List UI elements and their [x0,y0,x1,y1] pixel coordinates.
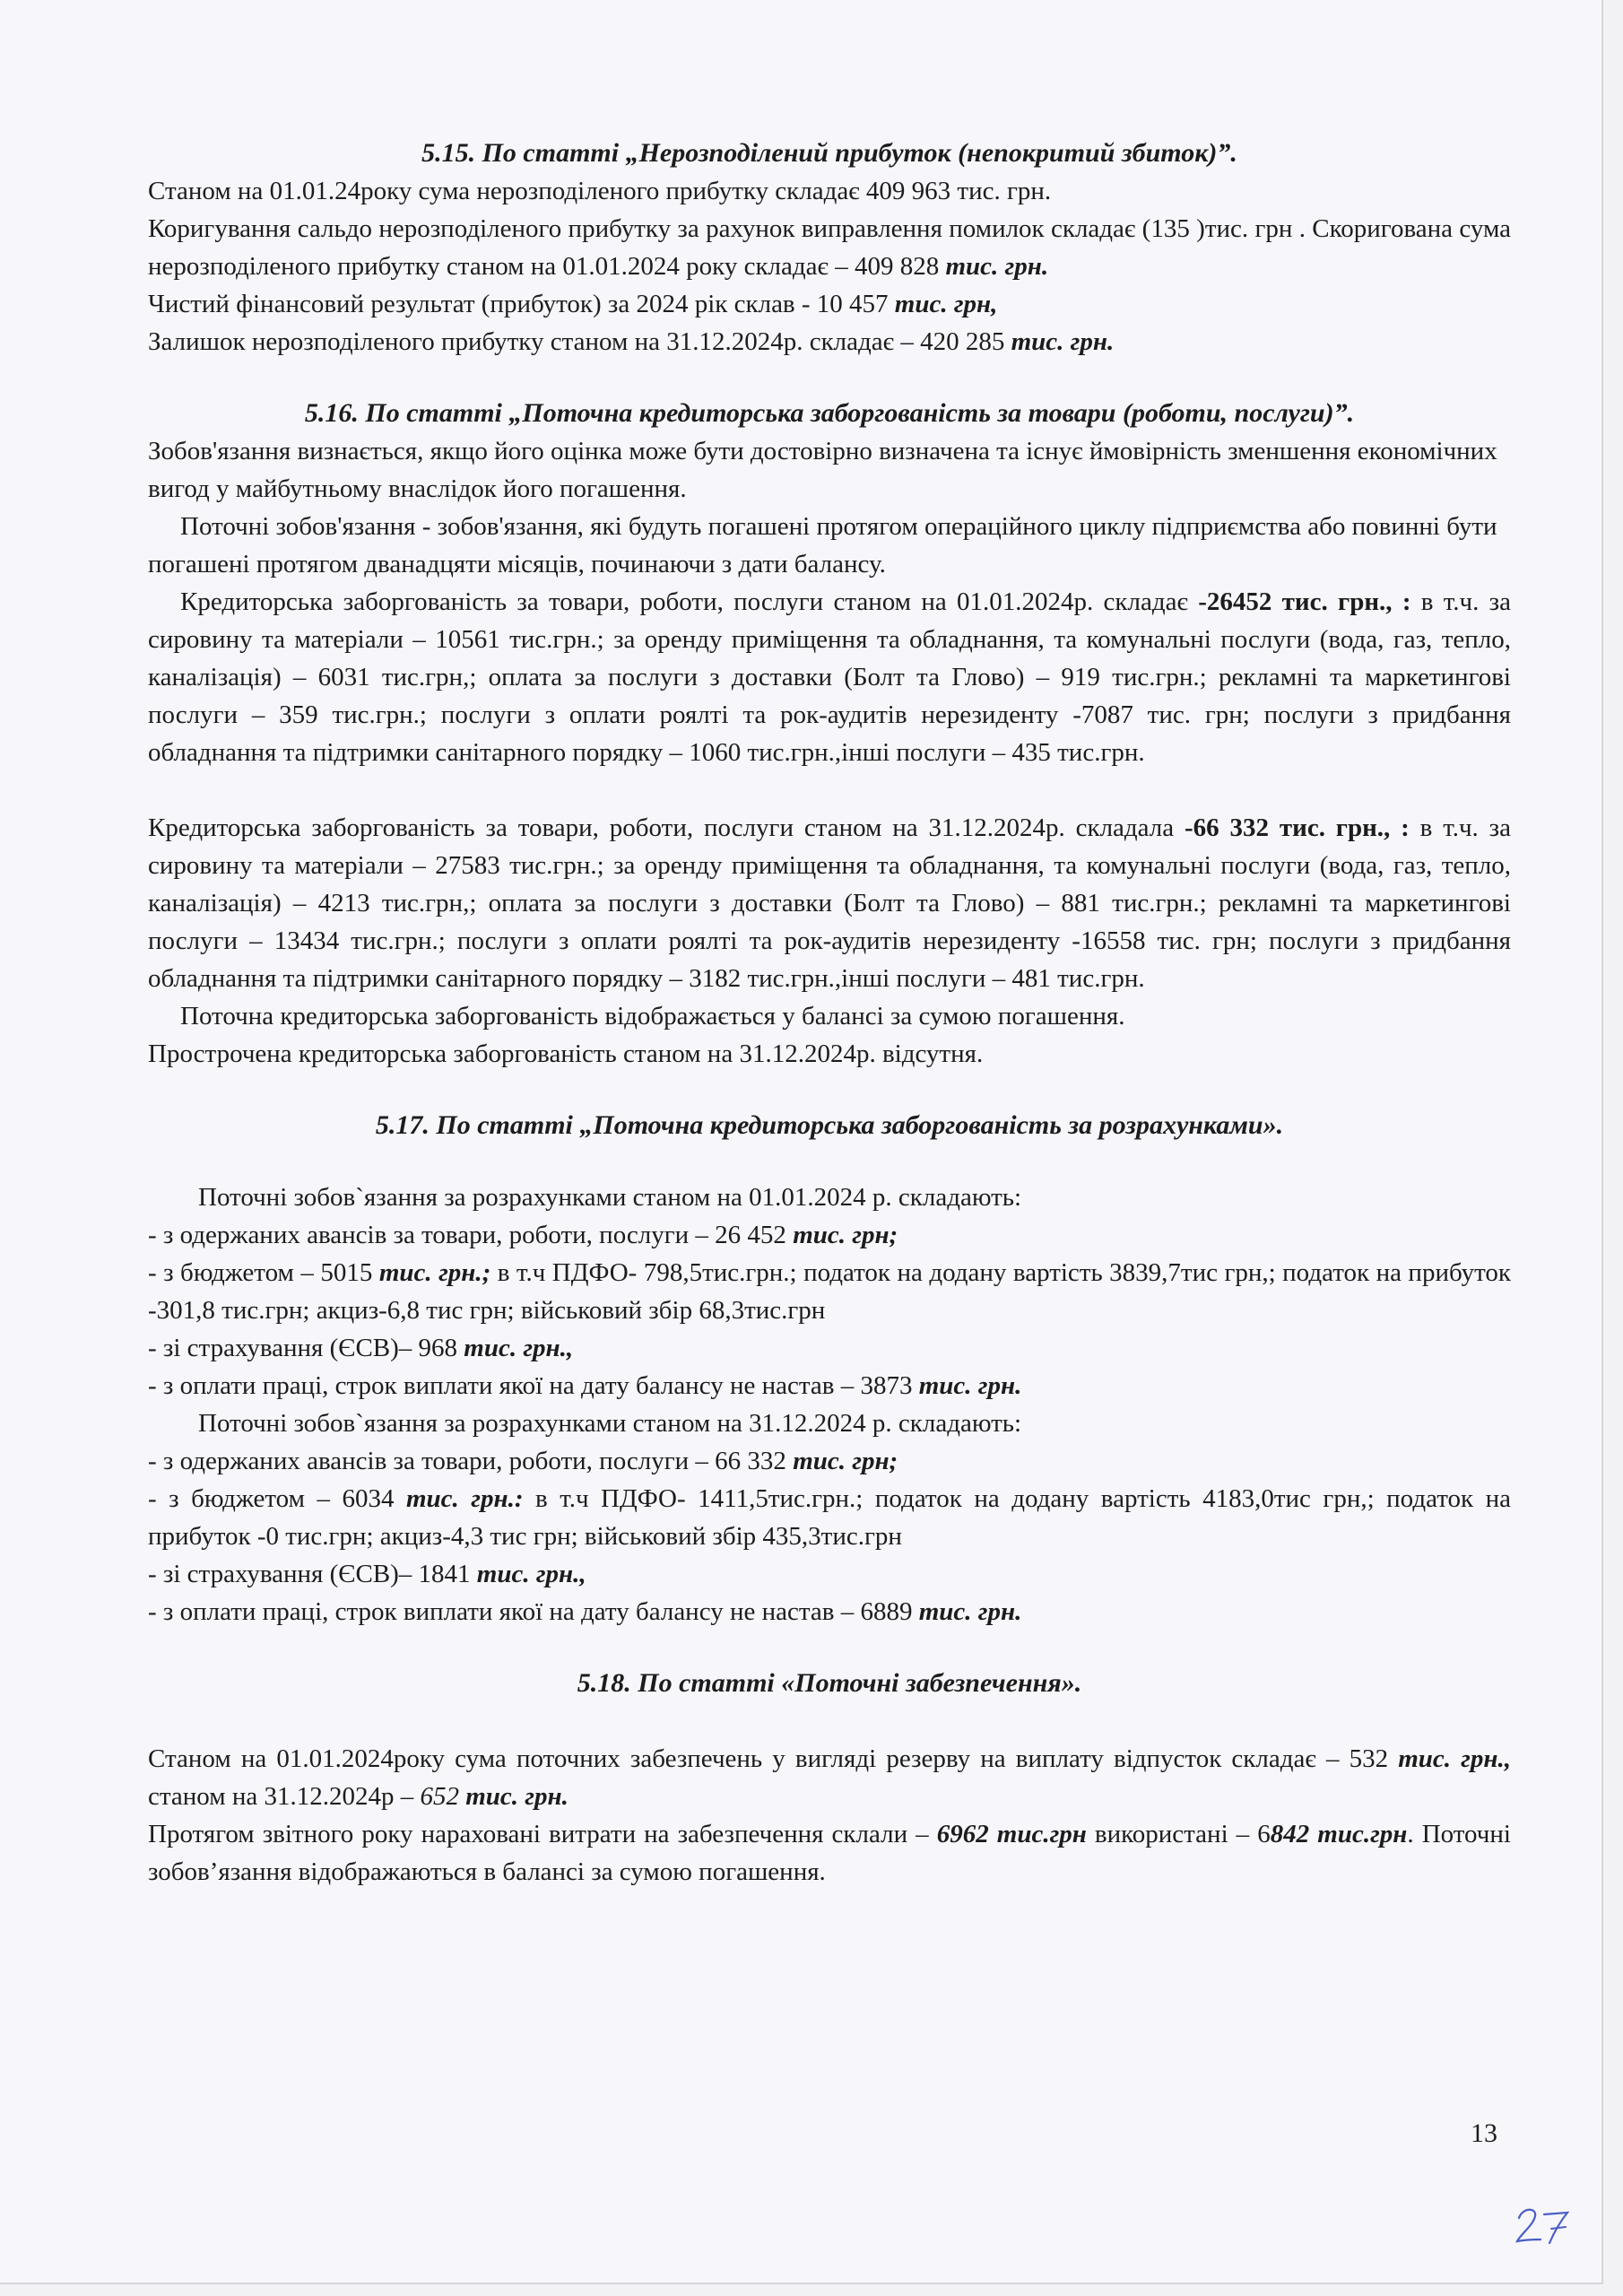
s517-b2: - з бюджетом – 6034 тис. грн.: в т.ч ПДФО- 1411,5тис.грн.; податок на додану вартість 4183,0тис грн,; податок на прибуток -0 тис.грн; акциз-4,3 тис грн; військовий збір 435,3тис.грн [148,1484,1511,1551]
s517-a4: - з оплати праці, строк виплати якої на дату балансу не настав – 3873 тис. грн. [148,1371,1022,1400]
s517-b4: - з оплати праці, строк виплати якої на дату балансу не настав – 6889 тис. грн. [148,1597,1022,1626]
section-5-16-heading: 5.16. По статті „Поточна кредиторська заборгованість за товари (роботи, послуги)”. [304,398,1355,428]
section-5-17-heading: 5.17. По статті „Поточна кредиторська заборгованість за розрахунками». [375,1110,1284,1140]
page-number: 13 [1471,2118,1497,2148]
s516-p1: Зобов'язання визнається, якщо його оцінка може бути достовірно визначена та існує ймовірність зменшення економічних вигод у майбутньому внаслідок його погашення. [148,437,1497,503]
s515-line3: Чистий фінансовий результат (прибуток) за 2024 рік склав - 10 457 тис. грн, [148,290,998,318]
section-5-15-heading: 5.15. По статті „Нерозподілений прибуток (непокритий збиток)”. [421,138,1237,168]
s516-p4: Кредиторська заборгованість за товари, роботи, послуги станом на 31.12.2024р. складала -66 332 тис. грн., : в т.ч. за сировину та матеріали – 27583 тис.грн.; за оренду приміщення та обладнання, та комунальні послуги (вода, газ, тепло, каналізація) – 4213 тис.грн,; оплата за послуги з доставки (Болт та Глово) – 881 тис.грн.; рекламні та маркетингові послуги – 13434 тис.грн.; послуги з оплати роялті та рок-аудитів нерезиденту -16558 тис. грн; послуги з придбання обладнання та підтримки санітарного порядку – 3182 тис.грн.,інші послуги – 481 тис.грн. [148,813,1511,993]
s518-p2: Протягом звітного року нараховані витрати на забезпечення склали – 6962 тис.грн використані – 6842 тис.грн. Поточні зобов’язання відображаються в балансі за сумою погашення. [148,1820,1511,1886]
s517-b3: - зі страхування (ЄСВ)– 1841 тис. грн., [148,1560,586,1588]
handwritten-page-number-icon [1514,2202,1576,2247]
s517-a-intro: Поточні зобов`язання за розрахунками станом на 01.01.2024 р. складають: [198,1183,1022,1212]
s515-line4: Залишок нерозподіленого прибутку станом на 31.12.2024р. складає – 420 285 тис. грн. [148,327,1115,356]
s515-line1: Станом на 01.01.24року сума нерозподіленого прибутку складає 409 963 тис. грн. [148,177,1052,205]
document-body [148,135,1511,1891]
s517-a1: - з одержаних авансів за товари, роботи, послуги – 26 452 тис. грн; [148,1221,898,1249]
s516-p2: Поточні зобов'язання - зобов'язання, які будуть погашені протягом операційного циклу підприємства або повинні бути погашені протягом дванадцяти місяців, починаючи з дати балансу. [148,512,1497,578]
s517-b1: - з одержаних авансів за товари, роботи, послуги – 66 332 тис. грн; [148,1447,898,1475]
s515-line2: Коригування сальдо нерозподіленого прибутку за рахунок виправлення помилок складає (135 )тис. грн . Скоригована сума нерозподіленого прибутку станом на 01.01.2024 року складає – 409 828 тис. грн. [148,214,1511,281]
s518-p1: Станом на 01.01.2024року сума поточних забезпечень у вигляді резерву на виплату відпусток складає – 532 тис. грн., станом на 31.12.2024р – 652 тис. грн. [148,1744,1511,1811]
s516-p6: Прострочена кредиторська заборгованість станом на 31.12.2024р. відсутня. [148,1039,984,1068]
s516-p5: Поточна кредиторська заборгованість відображається у балансі за сумою погашення. [180,1002,1125,1031]
s517-a3: - зі страхування (ЄСВ)– 968 тис. грн., [148,1334,574,1362]
s517-b-intro: Поточні зобов`язання за розрахунками станом на 31.12.2024 р. складають: [198,1409,1022,1438]
s516-p3: Кредиторська заборгованість за товари, роботи, послуги станом на 01.01.2024р. складає -26452 тис. грн., : в т.ч. за сировину та матеріали – 10561 тис.грн.; за оренду приміщення та обладнання, та комунальні послуги (вода, газ, тепло, каналізація) – 6031 тис.грн,; оплата за послуги з доставки (Болт та Глово) – 919 тис.грн.; рекламні та маркетингові послуги – 359 тис.грн.; послуги з оплати роялті та рок-аудитів нерезиденту -7087 тис. грн; послуги з придбання обладнання та підтримки санітарного порядку – 1060 тис.грн.,інші послуги – 435 тис.грн. [148,587,1511,767]
s517-a2: - з бюджетом – 5015 тис. грн.; в т.ч ПДФО- 798,5тис.грн.; податок на додану вартість 3839,7тис грн,; податок на прибуток -301,8 тис.грн; акциз-6,8 тис грн; військовий збір 68,3тис.грн [148,1258,1512,1325]
section-5-18-heading: 5.18. По статті «Поточні забезпечення». [577,1668,1082,1698]
